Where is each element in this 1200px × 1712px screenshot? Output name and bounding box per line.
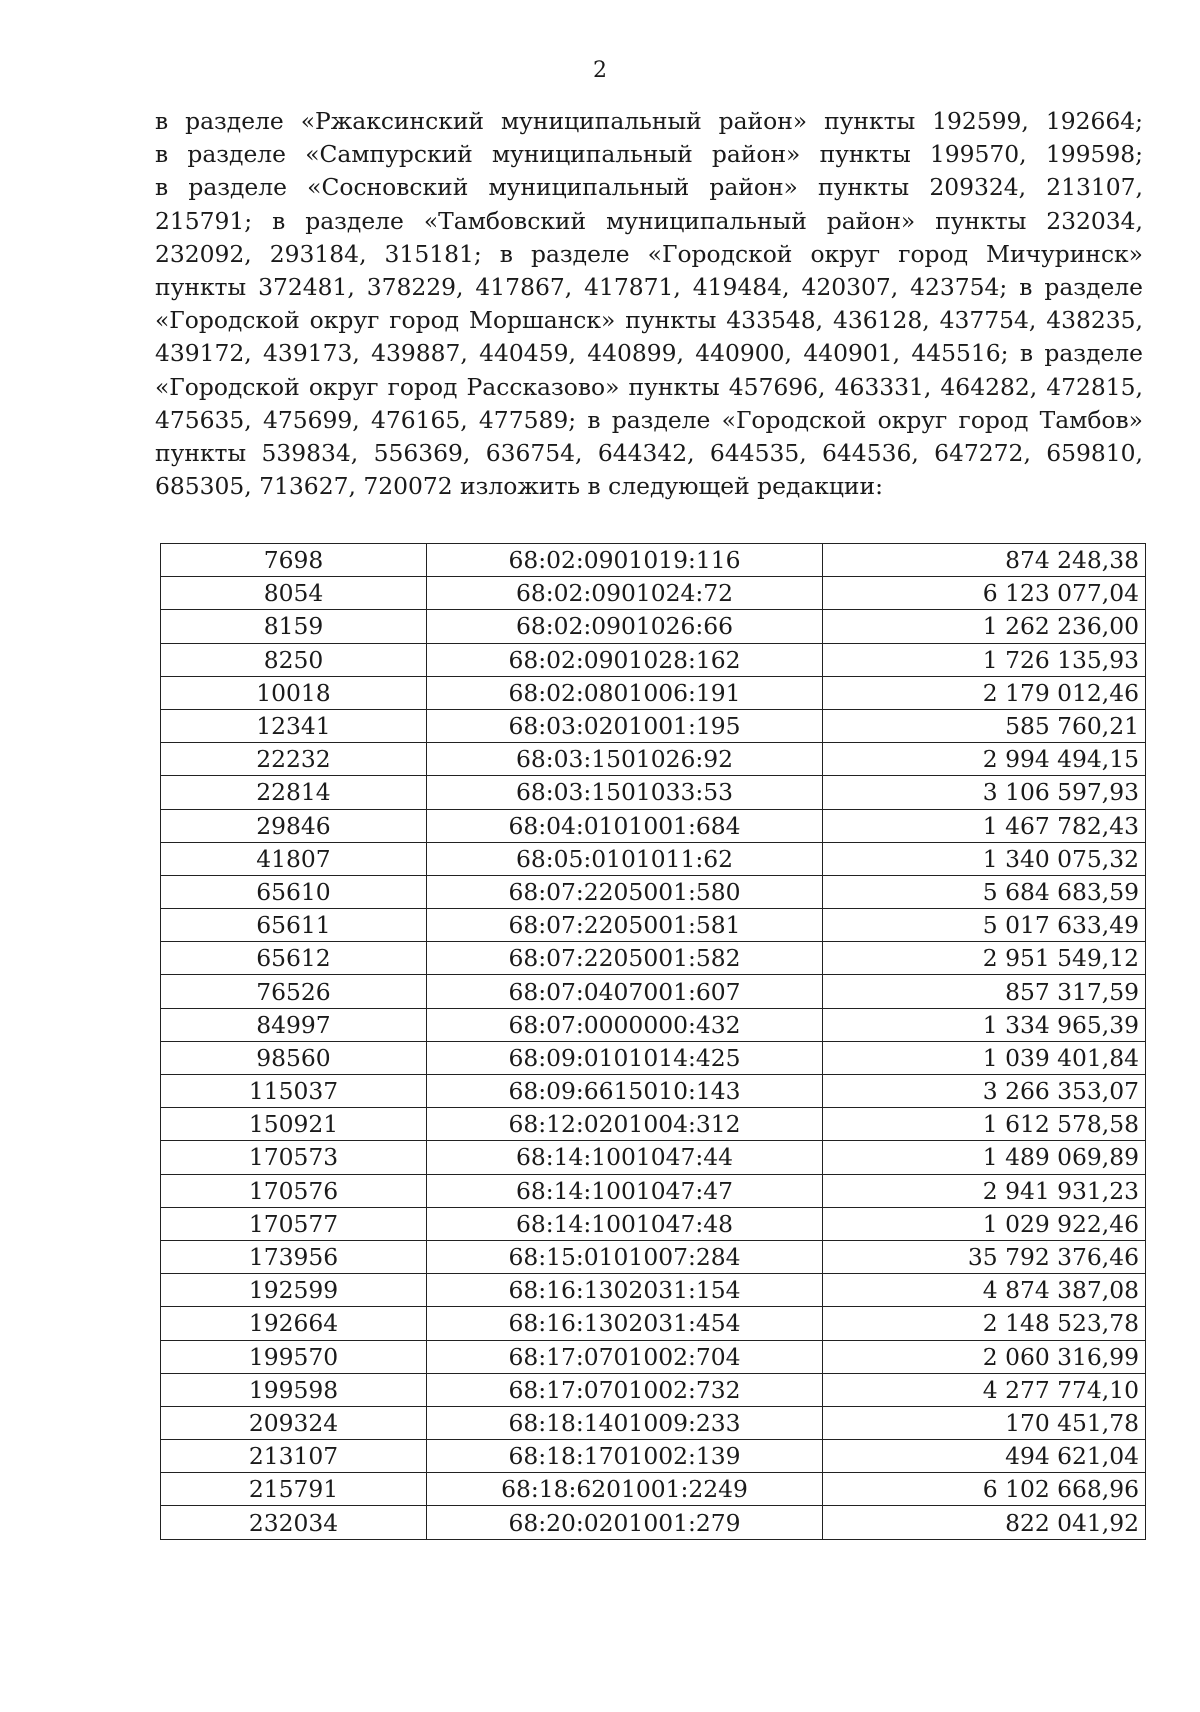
cadastral-value-cell: 6 123 077,04 <box>823 577 1146 610</box>
page-number: 2 <box>593 58 607 83</box>
table-row <box>161 676 1146 709</box>
cadastral-number-cell: 68:02:0801006:191 <box>427 676 823 709</box>
amendment-paragraph <box>155 105 1143 503</box>
cadastral-number-cell: 68:03:1501026:92 <box>427 743 823 776</box>
cadastral-value-cell: 2 994 494,15 <box>823 743 1146 776</box>
item-number-cell: 98560 <box>161 1041 427 1074</box>
item-number-cell: 8250 <box>161 643 427 676</box>
table-row <box>161 1240 1146 1273</box>
paragraph-line: «Городской округ город Рассказово» пункты 457696, 463331, 464282, 472815, <box>155 372 1143 401</box>
cadastral-value-cell: 822 041,92 <box>823 1506 1146 1539</box>
item-number-cell: 76526 <box>161 975 427 1008</box>
item-number-cell: 22232 <box>161 743 427 776</box>
cadastral-number-cell: 68:14:1001047:48 <box>427 1207 823 1240</box>
item-number-cell: 41807 <box>161 842 427 875</box>
paragraph-line: 232092, 293184, 315181; в разделе «Городской округ город Мичуринск» <box>155 239 1143 268</box>
cadastral-number-cell: 68:07:2205001:580 <box>427 875 823 908</box>
table-row <box>161 1207 1146 1240</box>
cadastral-number-cell: 68:07:2205001:581 <box>427 909 823 942</box>
item-number-cell: 8159 <box>161 610 427 643</box>
item-number-cell: 115037 <box>161 1075 427 1108</box>
paragraph-line: пункты 372481, 378229, 417867, 417871, 419484, 420307, 423754; в разделе <box>155 273 1143 302</box>
paragraph-line: 215791; в разделе «Тамбовский муниципальный район» пункты 232034, <box>155 206 1143 235</box>
cadastral-number-cell: 68:14:1001047:47 <box>427 1174 823 1207</box>
cadastral-value-cell: 1 726 135,93 <box>823 643 1146 676</box>
cadastral-value-cell: 1 612 578,58 <box>823 1108 1146 1141</box>
cadastral-number-cell: 68:02:0901026:66 <box>427 610 823 643</box>
table-row <box>161 1440 1146 1473</box>
table-row <box>161 1075 1146 1108</box>
paragraph-line: 439172, 439173, 439887, 440459, 440899, 440900, 440901, 445516; в разделе <box>155 339 1143 368</box>
cadastral-number-cell: 68:03:1501033:53 <box>427 776 823 809</box>
cadastral-number-cell: 68:20:0201001:279 <box>427 1506 823 1539</box>
table-row <box>161 1141 1146 1174</box>
cadastral-number-cell: 68:02:0901028:162 <box>427 643 823 676</box>
item-number-cell: 12341 <box>161 709 427 742</box>
cadastral-number-cell: 68:18:1401009:233 <box>427 1406 823 1439</box>
table-row <box>161 1274 1146 1307</box>
table-row <box>161 842 1146 875</box>
cadastral-value-cell: 5 017 633,49 <box>823 909 1146 942</box>
cadastral-number-cell: 68:07:2205001:582 <box>427 942 823 975</box>
item-number-cell: 199598 <box>161 1373 427 1406</box>
cadastral-number-cell: 68:15:0101007:284 <box>427 1240 823 1273</box>
item-number-cell: 199570 <box>161 1340 427 1373</box>
cadastral-number-cell: 68:04:0101001:684 <box>427 809 823 842</box>
cadastral-number-cell: 68:16:1302031:154 <box>427 1274 823 1307</box>
cadastral-value-cell: 585 760,21 <box>823 709 1146 742</box>
table-row <box>161 909 1146 942</box>
table-row <box>161 709 1146 742</box>
item-number-cell: 65612 <box>161 942 427 975</box>
cadastral-value-cell: 1 334 965,39 <box>823 1008 1146 1041</box>
item-number-cell: 192664 <box>161 1307 427 1340</box>
cadastral-number-cell: 68:18:6201001:2249 <box>427 1473 823 1506</box>
cadastral-value-cell: 6 102 668,96 <box>823 1473 1146 1506</box>
table-row <box>161 1506 1146 1539</box>
paragraph-line: «Городской округ город Моршанск» пункты 433548, 436128, 437754, 438235, <box>155 306 1143 335</box>
cadastral-value-table <box>160 543 1146 1540</box>
table-row <box>161 1473 1146 1506</box>
cadastral-number-cell: 68:05:0101011:62 <box>427 842 823 875</box>
cadastral-value-cell: 2 148 523,78 <box>823 1307 1146 1340</box>
item-number-cell: 173956 <box>161 1240 427 1273</box>
cadastral-number-cell: 68:17:0701002:732 <box>427 1373 823 1406</box>
cadastral-number-cell: 68:12:0201004:312 <box>427 1108 823 1141</box>
cadastral-value-cell: 1 340 075,32 <box>823 842 1146 875</box>
table-row <box>161 975 1146 1008</box>
item-number-cell: 10018 <box>161 676 427 709</box>
cadastral-number-cell: 68:18:1701002:139 <box>427 1440 823 1473</box>
table-row <box>161 776 1146 809</box>
cadastral-value-cell: 2 060 316,99 <box>823 1340 1146 1373</box>
cadastral-number-cell: 68:07:0000000:432 <box>427 1008 823 1041</box>
paragraph-line: 475635, 475699, 476165, 477589; в разделе «Городской округ город Тамбов» <box>155 405 1143 434</box>
item-number-cell: 22814 <box>161 776 427 809</box>
cadastral-value-cell: 2 179 012,46 <box>823 676 1146 709</box>
cadastral-value-cell: 4 874 387,08 <box>823 1274 1146 1307</box>
paragraph-line: в разделе «Ржаксинский муниципальный район» пункты 192599, 192664; <box>155 107 1143 135</box>
cadastral-value-cell: 5 684 683,59 <box>823 875 1146 908</box>
item-number-cell: 170577 <box>161 1207 427 1240</box>
cadastral-number-cell: 68:02:0901019:116 <box>427 544 823 577</box>
cadastral-value-cell: 2 941 931,23 <box>823 1174 1146 1207</box>
cadastral-value-cell: 3 106 597,93 <box>823 776 1146 809</box>
cadastral-number-cell: 68:09:0101014:425 <box>427 1041 823 1074</box>
table-row <box>161 1373 1146 1406</box>
cadastral-value-cell: 874 248,38 <box>823 544 1146 577</box>
paragraph-line: в разделе «Сосновский муниципальный район» пункты 209324, 213107, <box>155 173 1143 202</box>
cadastral-number-cell: 68:02:0901024:72 <box>427 577 823 610</box>
cadastral-value-cell: 2 951 549,12 <box>823 942 1146 975</box>
cadastral-value-cell: 857 317,59 <box>823 975 1146 1008</box>
table-row <box>161 1041 1146 1074</box>
table-row <box>161 577 1146 610</box>
item-number-cell: 65611 <box>161 909 427 942</box>
table-row <box>161 1108 1146 1141</box>
cadastral-value-cell: 4 277 774,10 <box>823 1373 1146 1406</box>
table-row <box>161 1406 1146 1439</box>
item-number-cell: 8054 <box>161 577 427 610</box>
cadastral-number-cell: 68:09:6615010:143 <box>427 1075 823 1108</box>
table-row <box>161 809 1146 842</box>
paragraph-line: 685305, 713627, 720072 изложить в следующей редакции: <box>155 472 883 501</box>
cadastral-value-cell: 1 467 782,43 <box>823 809 1146 842</box>
cadastral-value-cell: 1 039 401,84 <box>823 1041 1146 1074</box>
cadastral-value-cell: 1 489 069,89 <box>823 1141 1146 1174</box>
item-number-cell: 192599 <box>161 1274 427 1307</box>
table-row <box>161 544 1146 577</box>
cadastral-number-cell: 68:07:0407001:607 <box>427 975 823 1008</box>
cadastral-value-cell: 1 262 236,00 <box>823 610 1146 643</box>
table-row <box>161 1340 1146 1373</box>
cadastral-value-cell: 3 266 353,07 <box>823 1075 1146 1108</box>
item-number-cell: 150921 <box>161 1108 427 1141</box>
cadastral-value-cell: 1 029 922,46 <box>823 1207 1146 1240</box>
table-row <box>161 1174 1146 1207</box>
cadastral-number-cell: 68:17:0701002:704 <box>427 1340 823 1373</box>
cadastral-number-cell: 68:16:1302031:454 <box>427 1307 823 1340</box>
item-number-cell: 215791 <box>161 1473 427 1506</box>
paragraph-line: пункты 539834, 556369, 636754, 644342, 644535, 644536, 647272, 659810, <box>155 439 1143 468</box>
item-number-cell: 232034 <box>161 1506 427 1539</box>
paragraph-line: в разделе «Сампурский муниципальный район» пункты 199570, 199598; <box>155 140 1143 169</box>
cadastral-number-cell: 68:03:0201001:195 <box>427 709 823 742</box>
cadastral-number-cell: 68:14:1001047:44 <box>427 1141 823 1174</box>
table-row <box>161 743 1146 776</box>
table-row <box>161 1307 1146 1340</box>
item-number-cell: 209324 <box>161 1406 427 1439</box>
item-number-cell: 84997 <box>161 1008 427 1041</box>
table-row <box>161 1008 1146 1041</box>
table-row <box>161 942 1146 975</box>
item-number-cell: 7698 <box>161 544 427 577</box>
cadastral-value-cell: 170 451,78 <box>823 1406 1146 1439</box>
item-number-cell: 65610 <box>161 875 427 908</box>
cadastral-value-cell: 494 621,04 <box>823 1440 1146 1473</box>
item-number-cell: 170573 <box>161 1141 427 1174</box>
table-row <box>161 875 1146 908</box>
cadastral-value-cell: 35 792 376,46 <box>823 1240 1146 1273</box>
item-number-cell: 170576 <box>161 1174 427 1207</box>
table-row <box>161 610 1146 643</box>
table-row <box>161 643 1146 676</box>
item-number-cell: 213107 <box>161 1440 427 1473</box>
item-number-cell: 29846 <box>161 809 427 842</box>
